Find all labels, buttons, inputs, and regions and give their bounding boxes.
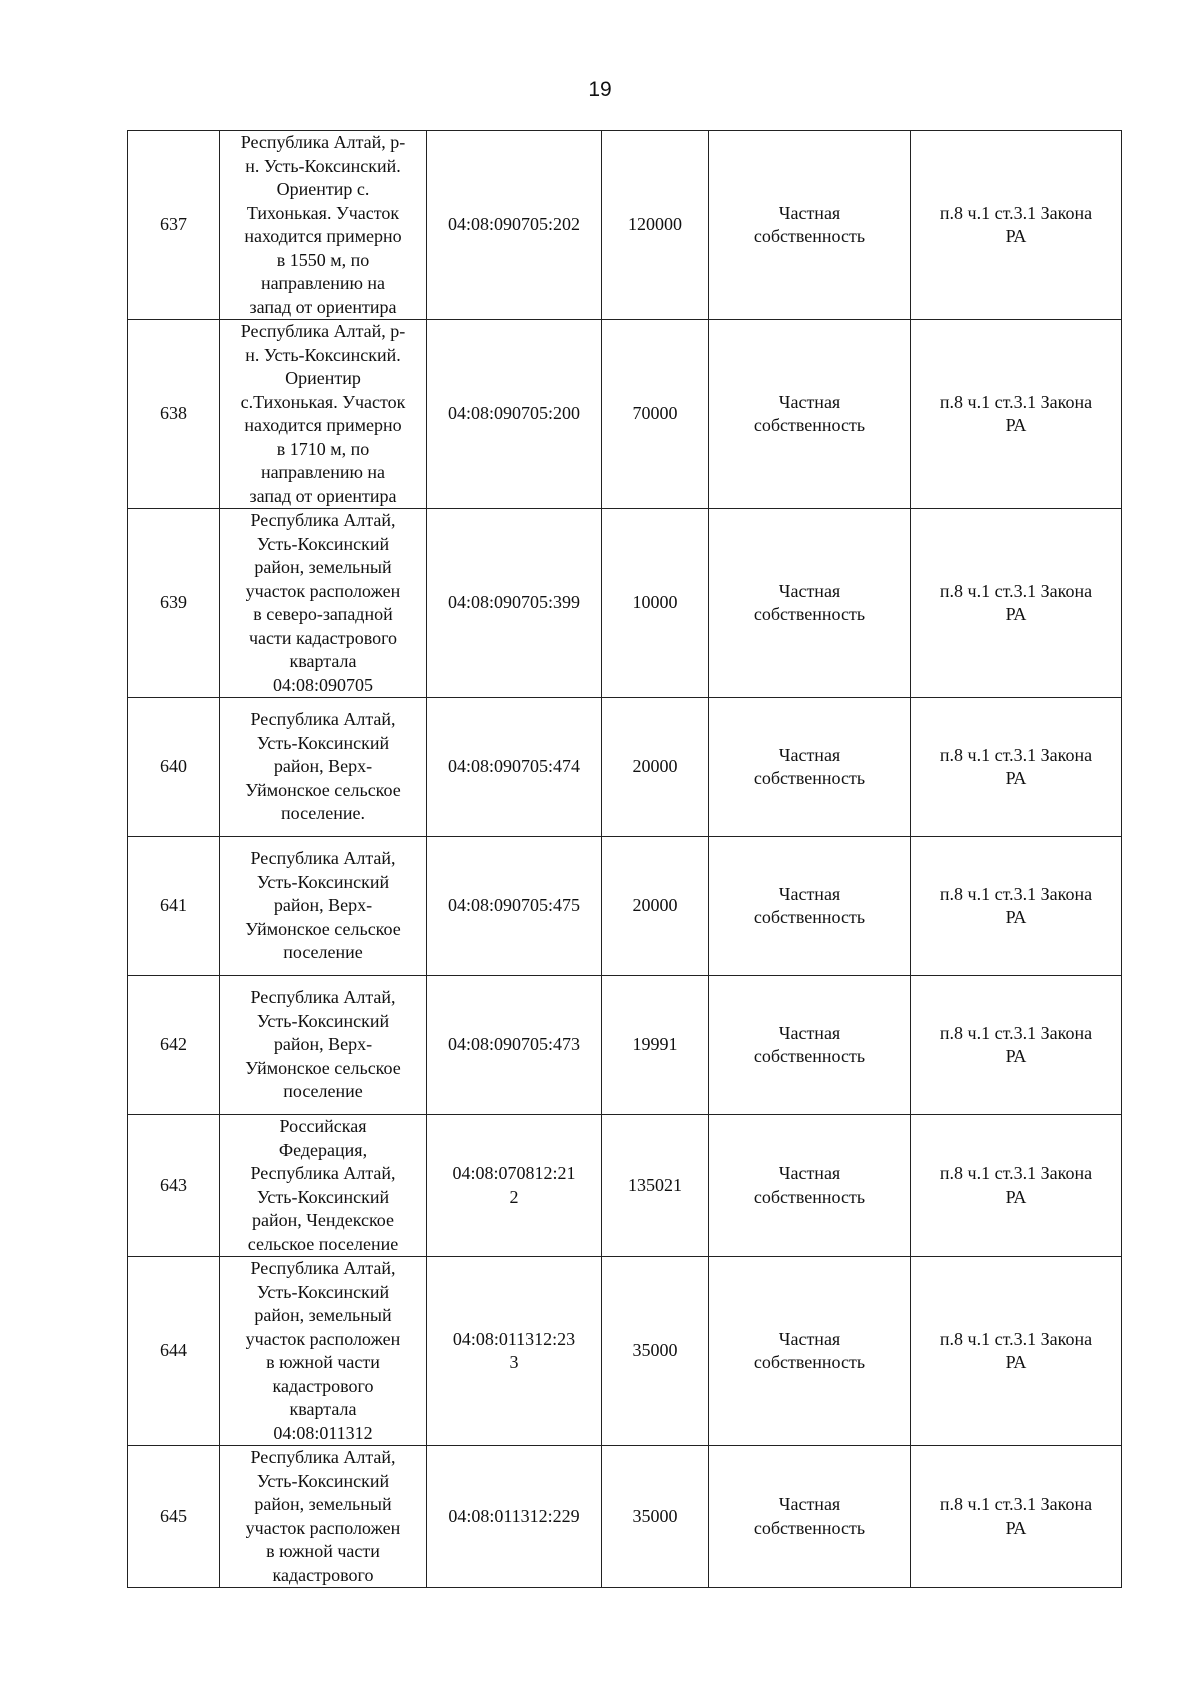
plot-area: 20000 <box>602 698 709 837</box>
ownership-type: Частная собственность <box>709 976 911 1115</box>
legal-basis: п.8 ч.1 ст.3.1 Закона РА <box>911 1257 1122 1446</box>
cadastral-number: 04:08:090705:200 <box>427 320 602 509</box>
cadastral-number: 04:08:070812:21 2 <box>427 1115 602 1257</box>
table-row <box>128 976 1122 1115</box>
plot-area: 20000 <box>602 837 709 976</box>
table-row <box>128 1446 1122 1588</box>
cadastral-number: 04:08:011312:229 <box>427 1446 602 1588</box>
legal-basis: п.8 ч.1 ст.3.1 Закона РА <box>911 131 1122 320</box>
row-number: 643 <box>128 1115 220 1257</box>
legal-basis: п.8 ч.1 ст.3.1 Закона РА <box>911 976 1122 1115</box>
legal-basis: п.8 ч.1 ст.3.1 Закона РА <box>911 1446 1122 1588</box>
plot-address: Республика Алтай, р- н. Усть-Коксинский. Ориентир с. Тихонькая. Участок находится примерно в 1550 м, по направлению на запад от ориентира <box>220 131 427 320</box>
row-number: 642 <box>128 976 220 1115</box>
table-row <box>128 1115 1122 1257</box>
ownership-type: Частная собственность <box>709 131 911 320</box>
ownership-type: Частная собственность <box>709 509 911 698</box>
row-number: 639 <box>128 509 220 698</box>
row-number: 641 <box>128 837 220 976</box>
plot-area: 19991 <box>602 976 709 1115</box>
plot-address: Республика Алтай, Усть-Коксинский район, Верх- Уймонское сельское поселение <box>220 976 427 1115</box>
cadastral-number: 04:08:090705:475 <box>427 837 602 976</box>
cadastral-number: 04:08:090705:399 <box>427 509 602 698</box>
ownership-type: Частная собственность <box>709 837 911 976</box>
plot-address: Республика Алтай, р- н. Усть-Коксинский. Ориентир с.Тихонькая. Участок находится примерно в 1710 м, по направлению на запад от ориентира <box>220 320 427 509</box>
ownership-type: Частная собственность <box>709 1115 911 1257</box>
table-row <box>128 698 1122 837</box>
page-number: 19 <box>588 78 612 101</box>
plot-address: Республика Алтай, Усть-Коксинский район, земельный участок расположен в южной части кадастрового квартала 04:08:011312 <box>220 1257 427 1446</box>
plot-address: Республика Алтай, Усть-Коксинский район, Верх- Уймонское сельское поселение. <box>220 698 427 837</box>
plot-area: 135021 <box>602 1115 709 1257</box>
plot-area: 35000 <box>602 1257 709 1446</box>
table-row <box>128 131 1122 320</box>
ownership-type: Частная собственность <box>709 1446 911 1588</box>
plot-area: 120000 <box>602 131 709 320</box>
table-row <box>128 320 1122 509</box>
plot-area: 70000 <box>602 320 709 509</box>
table-row <box>128 509 1122 698</box>
plot-address: Российская Федерация, Республика Алтай, Усть-Коксинский район, Чендекское сельское поселение <box>220 1115 427 1257</box>
cadastral-number: 04:08:090705:473 <box>427 976 602 1115</box>
plot-area: 10000 <box>602 509 709 698</box>
row-number: 644 <box>128 1257 220 1446</box>
cadastral-number: 04:08:011312:23 3 <box>427 1257 602 1446</box>
row-number: 637 <box>128 131 220 320</box>
plot-area: 35000 <box>602 1446 709 1588</box>
row-number: 645 <box>128 1446 220 1588</box>
table-row <box>128 1257 1122 1446</box>
legal-basis: п.8 ч.1 ст.3.1 Закона РА <box>911 509 1122 698</box>
ownership-type: Частная собственность <box>709 1257 911 1446</box>
row-number: 640 <box>128 698 220 837</box>
cadastral-number: 04:08:090705:474 <box>427 698 602 837</box>
cadastral-number: 04:08:090705:202 <box>427 131 602 320</box>
ownership-type: Частная собственность <box>709 320 911 509</box>
ownership-type: Частная собственность <box>709 698 911 837</box>
plot-address: Республика Алтай, Усть-Коксинский район, земельный участок расположен в южной части кадастрового <box>220 1446 427 1588</box>
legal-basis: п.8 ч.1 ст.3.1 Закона РА <box>911 320 1122 509</box>
plot-address: Республика Алтай, Усть-Коксинский район, земельный участок расположен в северо-западной части кадастрового квартала 04:08:090705 <box>220 509 427 698</box>
legal-basis: п.8 ч.1 ст.3.1 Закона РА <box>911 698 1122 837</box>
plot-address: Республика Алтай, Усть-Коксинский район, Верх- Уймонское сельское поселение <box>220 837 427 976</box>
legal-basis: п.8 ч.1 ст.3.1 Закона РА <box>911 837 1122 976</box>
row-number: 638 <box>128 320 220 509</box>
land-plots-table <box>127 130 1122 1588</box>
table-row <box>128 837 1122 976</box>
legal-basis: п.8 ч.1 ст.3.1 Закона РА <box>911 1115 1122 1257</box>
